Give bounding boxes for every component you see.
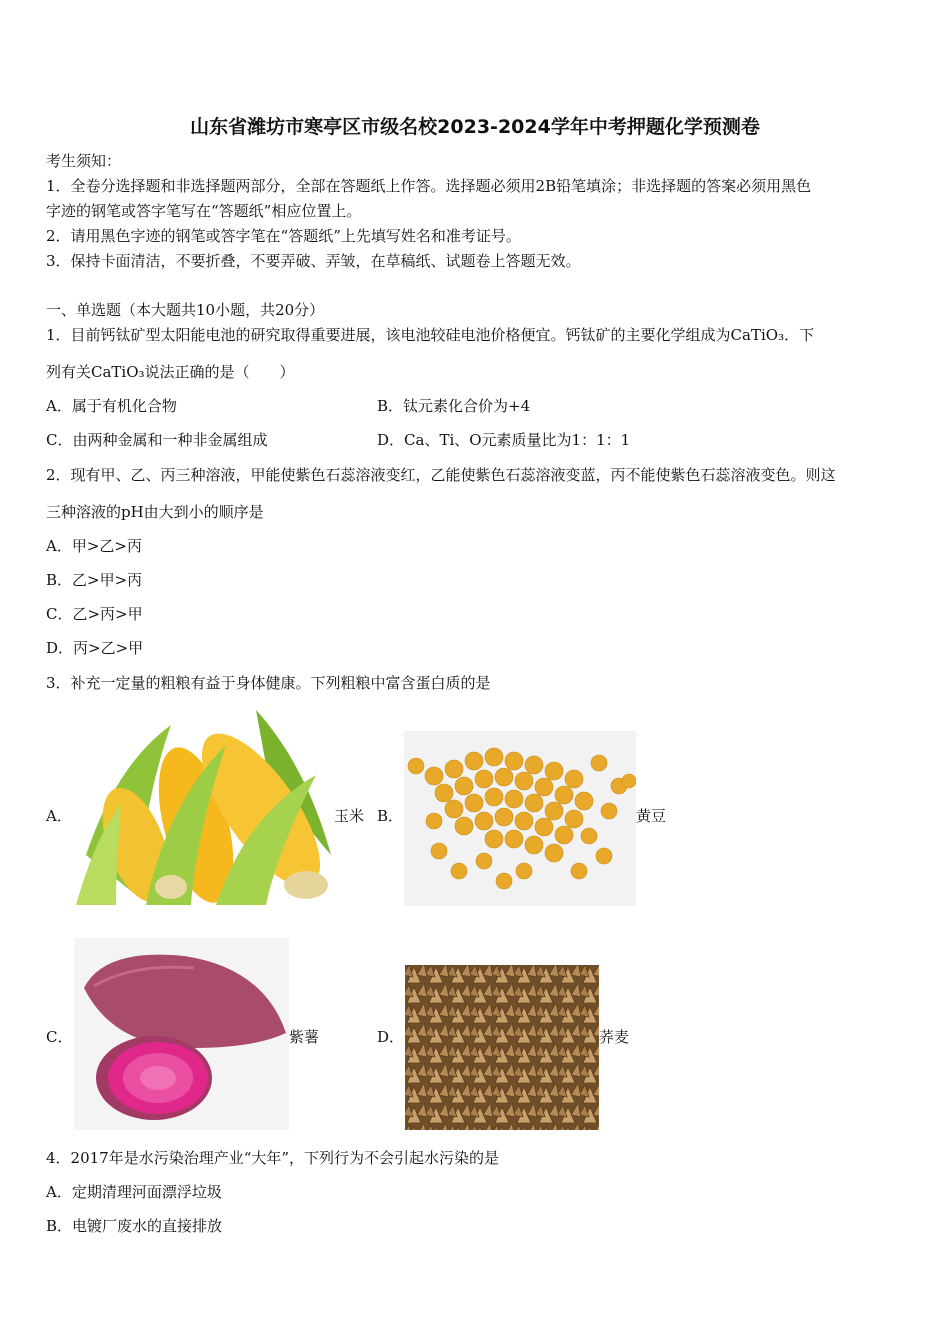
q3-stem: 3．补充一定量的粗粮有益于身体健康。下列粗粮中富含蛋白质的是 xyxy=(46,674,491,692)
q1-stem-line2: 列有关CaTiO₃说法正确的是（ ） xyxy=(46,363,295,381)
q3-option-a-letter: A． xyxy=(46,807,72,825)
q2-option-b: B．乙>甲>丙 xyxy=(46,571,143,589)
q2-option-a: A．甲>乙>丙 xyxy=(46,537,142,555)
q1-option-a: A．属于有机化合物 xyxy=(46,397,177,415)
q3-option-d-text: 荞麦 xyxy=(599,1028,630,1046)
soybean-image xyxy=(404,731,636,906)
q1-option-b: B．钛元素化合价为+4 xyxy=(377,397,531,415)
notice-item-3: 3．保持卡面清洁，不要折叠，不要弄破、弄皱，在草稿纸、试题卷上答题无效。 xyxy=(46,252,581,270)
page-title: 山东省潍坊市寒亭区市级名校2023-2024学年中考押题化学预测卷 xyxy=(190,116,760,138)
q1-option-d: D．Ca、Ti、O元素质量比为1：1：1 xyxy=(377,431,631,449)
q3-option-b-letter: B． xyxy=(377,807,404,825)
q3-option-b-text: 黄豆 xyxy=(636,807,667,825)
q4-stem: 4．2017年是水污染治理产业“大年”，下列行为不会引起水污染的是 xyxy=(46,1149,500,1167)
q3-option-c-letter: C． xyxy=(46,1028,73,1046)
corn-image xyxy=(76,705,334,907)
q2-stem-line1: 2．现有甲、乙、丙三种溶液，甲能使紫色石蕊溶液变红，乙能使紫色石蕊溶液变蓝，丙不能使紫色石蕊溶液变色。则这 xyxy=(46,466,836,484)
q2-stem-line2: 三种溶液的pH由大到小的顺序是 xyxy=(46,503,264,521)
notice-item-2: 2．请用黑色字迹的钢笔或答字笔在“答题纸”上先填写姓名和准考证号。 xyxy=(46,227,521,245)
notice-heading: 考生须知： xyxy=(46,152,122,170)
notice-item-1-cont: 字迹的钢笔或答字笔写在“答题纸”相应位置上。 xyxy=(46,202,362,220)
section-heading: 一、单选题（本大题共10小题，共20分） xyxy=(46,301,325,319)
q2-option-c: C．乙>丙>甲 xyxy=(46,605,143,623)
q3-option-c-text: 紫薯 xyxy=(289,1028,320,1046)
q2-option-d: D．丙>乙>甲 xyxy=(46,639,144,657)
sweet-potato-image xyxy=(74,938,289,1130)
q4-option-b: B．电镀厂废水的直接排放 xyxy=(46,1217,223,1235)
q1-stem-line1: 1．目前钙钛矿型太阳能电池的研究取得重要进展，该电池较硅电池价格便宜。钙钛矿的主要化学组成为CaTiO₃．下 xyxy=(46,326,815,344)
q3-option-a-text: 玉米 xyxy=(334,807,365,825)
q3-option-d-letter: D． xyxy=(377,1028,405,1046)
buckwheat-image xyxy=(405,965,599,1130)
notice-item-1: 1．全卷分选择题和非选择题两部分，全部在答题纸上作答。选择题必须用2B铅笔填涂；非选择题的答案必须用黑色 xyxy=(46,177,812,195)
q4-option-a: A．定期清理河面漂浮垃圾 xyxy=(46,1183,222,1201)
q1-option-c: C．由两种金属和一种非金属组成 xyxy=(46,431,268,449)
